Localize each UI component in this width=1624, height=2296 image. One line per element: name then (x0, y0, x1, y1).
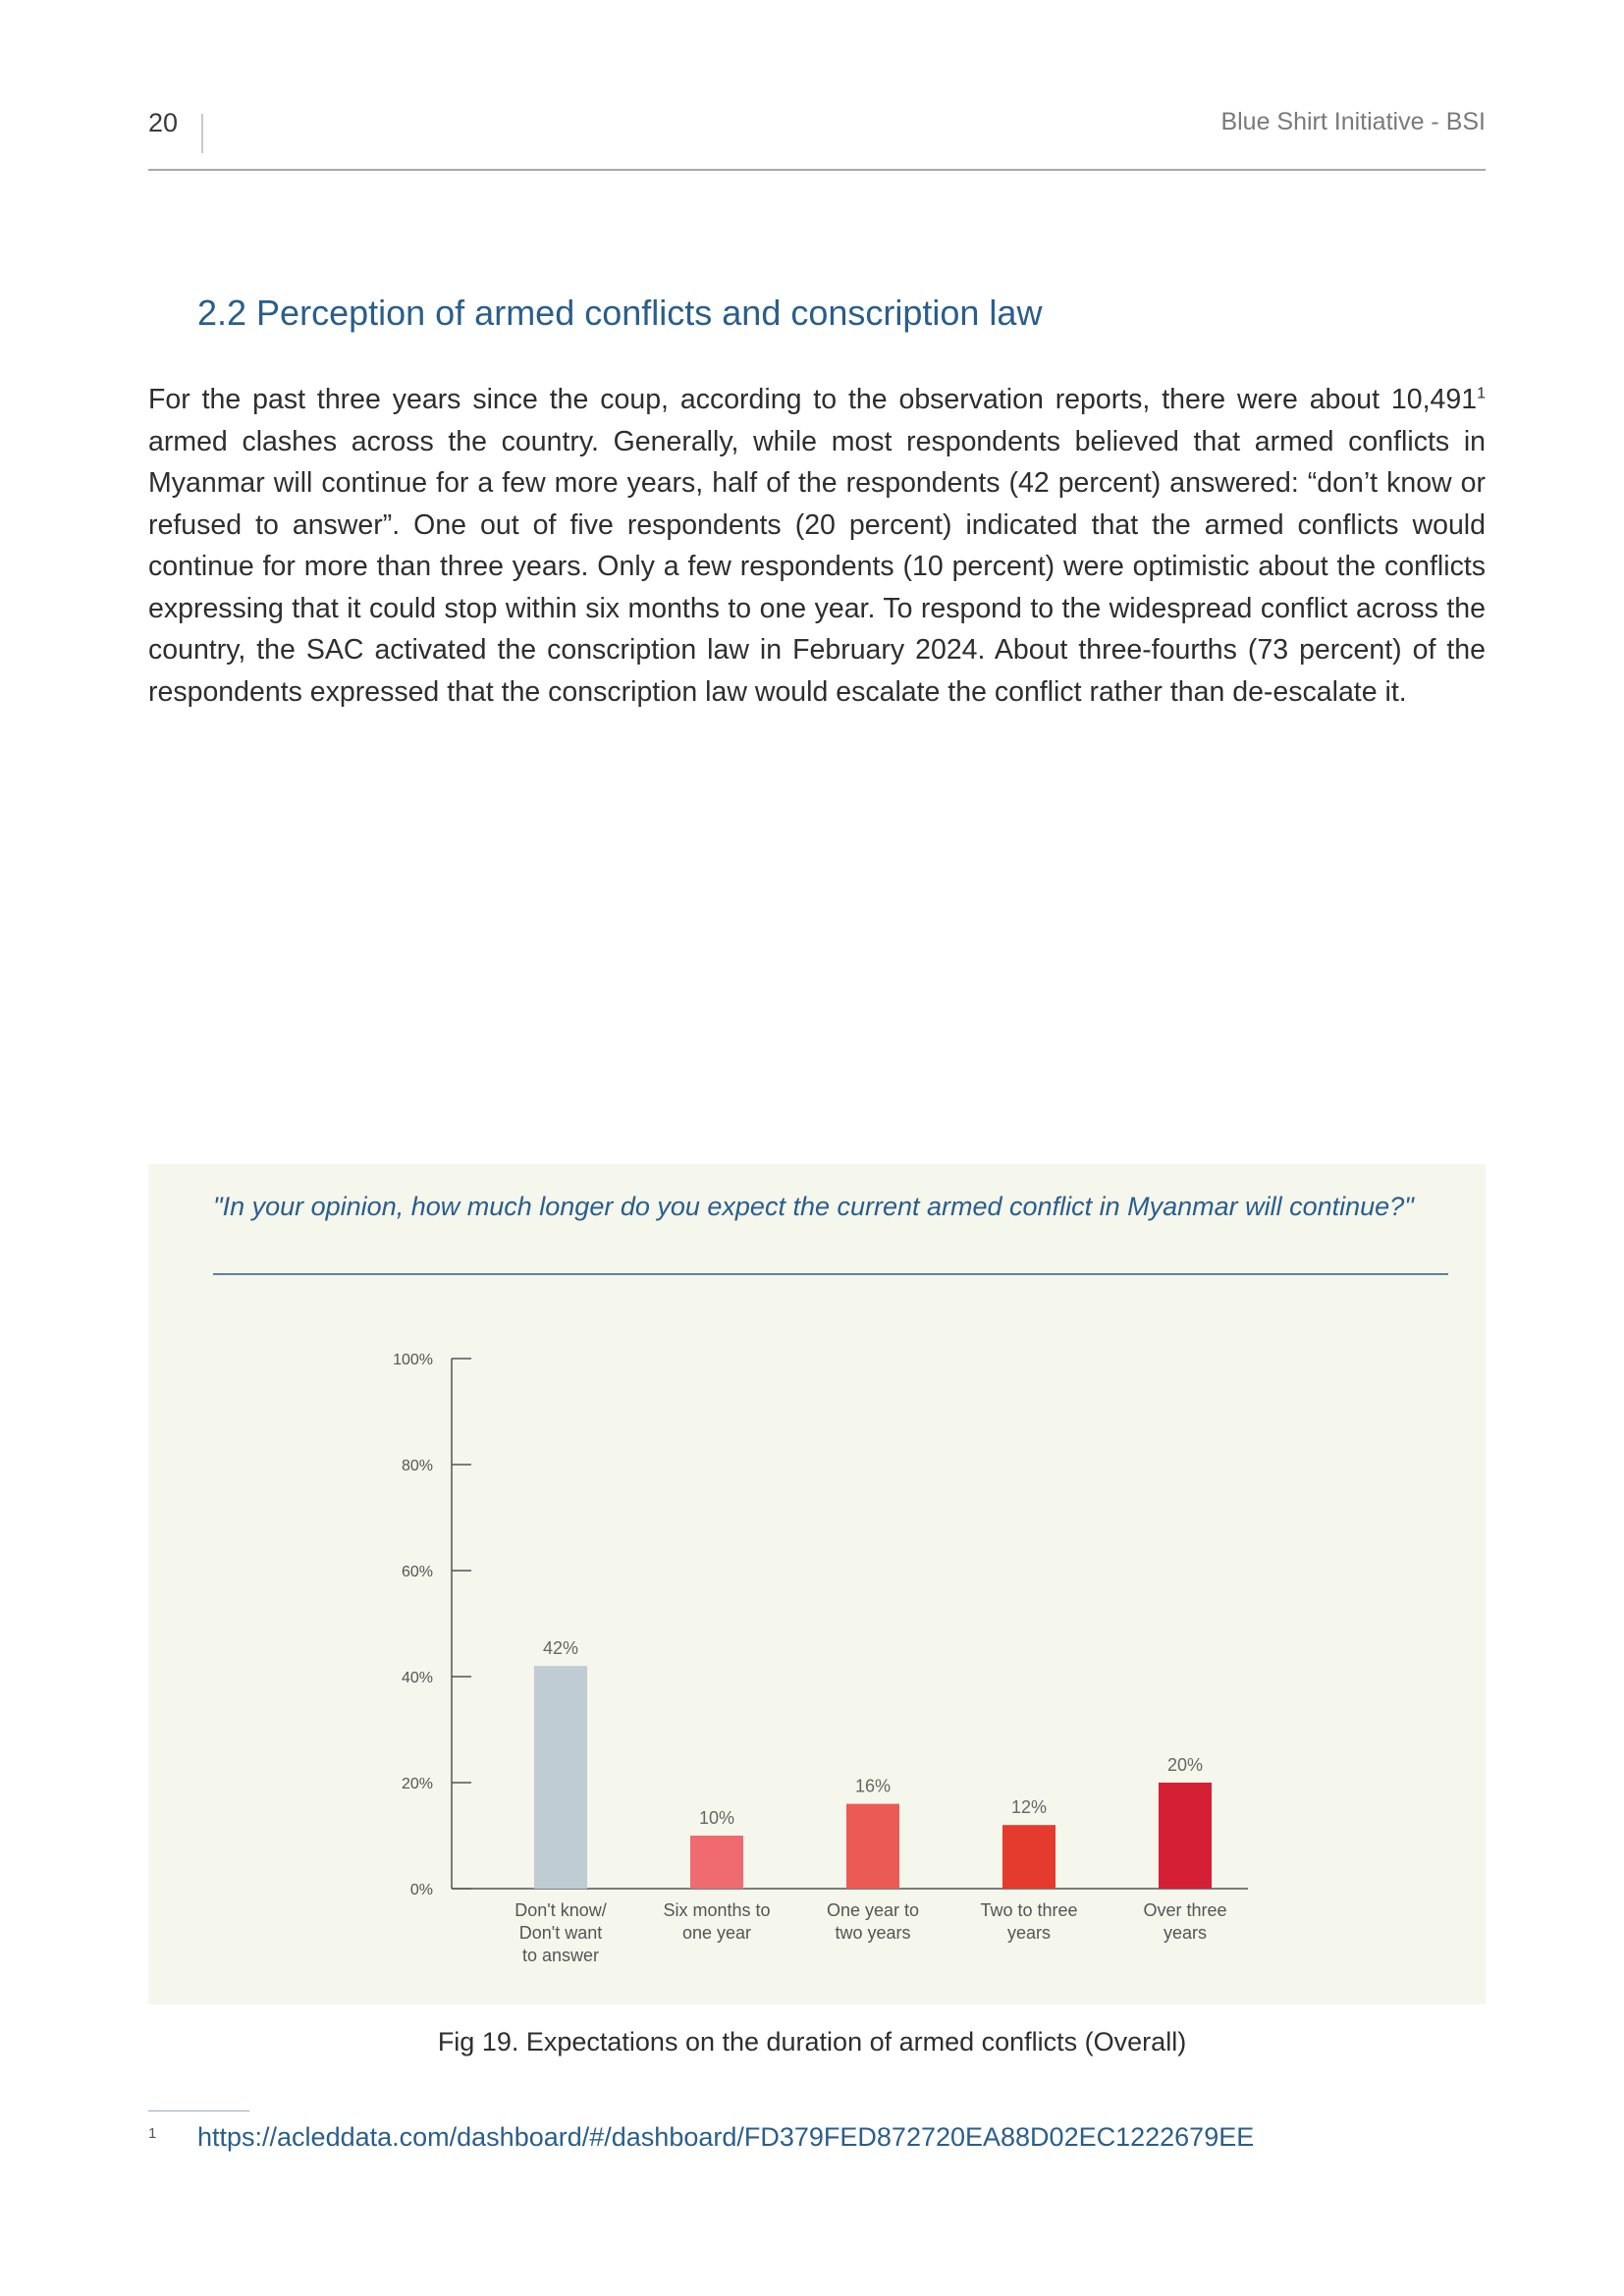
x-category-label-line: Two to three (980, 1900, 1078, 1920)
x-category-label-line: to answer (521, 1946, 600, 1965)
x-category-label-line: years (1163, 1923, 1208, 1943)
bar-value-label: 10% (698, 1808, 735, 1828)
x-category-label (1143, 1900, 1226, 1943)
x-category-label-line: Don't know/ (514, 1900, 607, 1920)
bar (690, 1836, 743, 1889)
x-category-label (663, 1900, 770, 1943)
bar (534, 1666, 587, 1889)
y-tick-label: 20% (401, 1776, 433, 1792)
header-separator (201, 114, 203, 153)
bar-chart (148, 1164, 1486, 2004)
x-category-label-line: Don't want (518, 1923, 603, 1943)
y-tick-label: 60% (401, 1564, 433, 1580)
section-heading: 2.2 Perception of armed conflicts and conscription law (197, 293, 1043, 333)
x-category-label (980, 1900, 1077, 1943)
header-rule (148, 169, 1486, 171)
x-category-label-line: Six months to (663, 1900, 771, 1920)
figure-question: "In your opinion, how much longer do you expect the current armed conflict in Myanmar will continue?" (213, 1192, 1414, 1221)
page-number: 20 (148, 108, 179, 137)
header-title: Blue Shirt Initiative - BSI (1220, 108, 1486, 135)
paragraph-part-2: armed clashes across the country. Generally, while most respondents believed that armed conflicts in Myanmar will continue for a few more years, half of the respondents (42 percent) answered: “don’t know or refused to answer”. One out of five respondents (20 percent) indicated that the armed conflicts would continue for more than three years. Only a few respondents (10 percent) were optimistic about the conflicts expressing that it could stop within six months to one year. To respond to the widespread conflict across the country, the SAC activated the conscription law in February 2024. About three-fourths (73 percent) of the respondents expressed that the conscription law would escalate the conflict rather than de-escalate it. (148, 425, 1486, 708)
bar (846, 1804, 899, 1889)
y-tick-label: 40% (401, 1670, 433, 1686)
x-category-label (514, 1900, 606, 1965)
x-category-label-line: years (1006, 1923, 1052, 1943)
bar-value-label: 16% (854, 1776, 892, 1796)
footnote-mark: 1 (148, 2125, 157, 2142)
x-category-label-line: two years (835, 1923, 911, 1943)
y-tick-label: 80% (401, 1458, 433, 1474)
bar (1002, 1825, 1056, 1889)
bar-value-label: 20% (1166, 1755, 1204, 1775)
body-paragraph (148, 379, 1486, 713)
footnote-reference[interactable]: 1 (1477, 385, 1486, 402)
x-category-label-line: one year (681, 1923, 752, 1943)
figure-box (148, 1164, 1486, 2004)
bar-value-label: 42% (542, 1638, 579, 1659)
x-category-label (827, 1900, 919, 1943)
x-category-label-line: Over three (1143, 1900, 1227, 1920)
bar-value-label: 12% (1010, 1797, 1048, 1818)
y-tick-label: 100% (393, 1352, 433, 1368)
bar (1159, 1783, 1212, 1889)
y-tick-label: 0% (409, 1882, 433, 1898)
figure-caption: Fig 19. Expectations on the duration of armed conflicts (Overall) (437, 2027, 1187, 2056)
x-category-label-line: One year to (826, 1900, 920, 1920)
paragraph-part-1: For the past three years since the coup, according to the observation reports, there were about 10,491 (148, 384, 1478, 415)
footnote-rule (148, 2110, 249, 2111)
footnote-link[interactable]: https://acleddata.com/dashboard/#/dashboard/FD379FED872720EA88D02EC1222679EE (197, 2122, 1255, 2152)
